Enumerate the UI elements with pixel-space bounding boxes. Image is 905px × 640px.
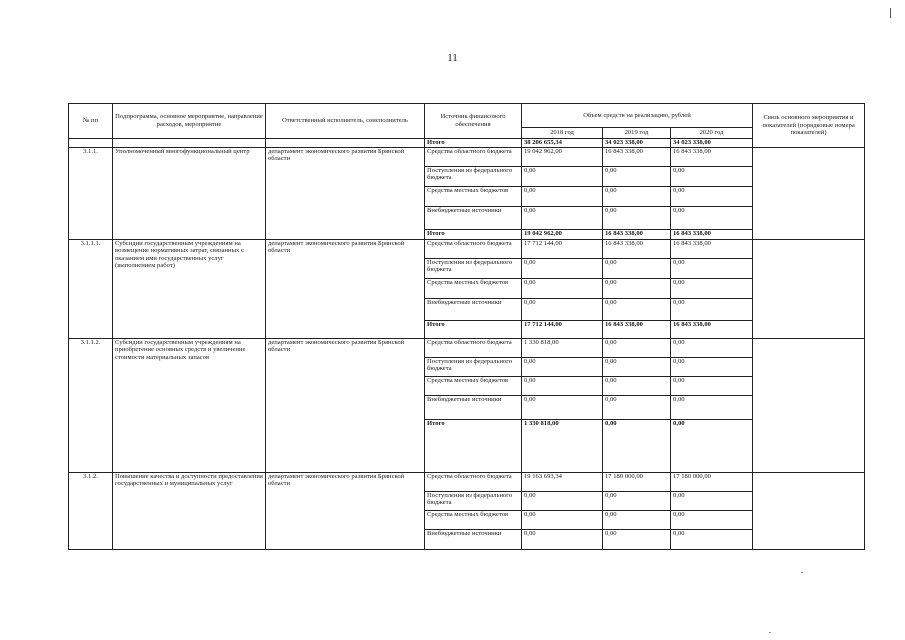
total-value: 38 206 655,34 [522,138,603,147]
amount-value: 17 180 000,00 [671,472,753,491]
table-row-grand-total [69,138,865,147]
amount-value: 0,00 [522,278,603,298]
amount-value: 0,00 [671,278,753,298]
item-executor: департамент экономического развития Брянской области [266,472,425,549]
source-name: Средства местных бюджетов [425,186,522,206]
source-name: Средства областного бюджета [425,147,522,166]
amount-value: 17 712 144,00 [522,239,603,258]
total-value: 17 712 144,00 [522,320,603,338]
indicator-link-cell [753,472,865,549]
amount-value: 0,00 [603,206,671,229]
total-value: 19 042 962,00 [522,229,603,239]
source-name: Поступления из федерального бюджета [425,166,522,186]
table-row [69,239,865,258]
source-name: Средства областного бюджета [425,239,522,258]
amount-value: 0,00 [671,529,753,549]
amount-value: 0,00 [671,206,753,229]
scan-edge-mark [890,8,891,18]
amount-value: 0,00 [671,376,753,395]
amount-value: 0,00 [603,298,671,320]
amount-value: 0,00 [671,186,753,206]
total-value: 34 023 338,00 [603,138,671,147]
amount-value: 0,00 [522,510,603,529]
amount-value: 0,00 [603,376,671,395]
total-value: 1 330 818,00 [522,419,603,472]
page-number: 11 [447,52,458,64]
amount-value: 0,00 [671,491,753,510]
table-row [69,338,865,357]
total-value: 0,00 [671,419,753,472]
scan-dot [801,572,803,573]
source-name: Внебюджетные источники [425,298,522,320]
total-label: Итого [425,419,522,472]
indicator-link-cell [753,239,865,338]
amount-value: 0,00 [603,338,671,357]
header-executor: Ответственный исполнитель, соисполнитель [266,104,425,139]
source-name: Внебюджетные источники [425,206,522,229]
amount-value: 0,00 [603,186,671,206]
source-name: Внебюджетные источники [425,395,522,419]
total-value: 34 023 338,00 [671,138,753,147]
scan-dot [769,632,771,633]
source-name: Поступления из федерального бюджета [425,357,522,376]
item-number: 3.1.1.2. [69,338,113,472]
source-name: Внебюджетные источники [425,529,522,549]
header-year: 2020 год [671,128,753,139]
header-source: Источник финансового обеспечения [425,104,522,139]
item-executor: департамент экономического развития Брянской области [266,338,425,472]
header-link: Связь основного мероприятия и показателей (порядковые номера показателей) [753,104,865,148]
amount-value: 16 843 338,00 [671,147,753,166]
amount-value: 16 843 338,00 [603,147,671,166]
source-name: Средства областного бюджета [425,338,522,357]
total-value: 16 843 338,00 [671,229,753,239]
amount-value: 0,00 [603,510,671,529]
total-label: Итого [425,320,522,338]
amount-value: 19 042 962,00 [522,147,603,166]
amount-value: 0,00 [603,357,671,376]
amount-value: 0,00 [603,529,671,549]
total-value: 16 843 338,00 [603,320,671,338]
amount-value: 0,00 [603,278,671,298]
amount-value: 0,00 [522,298,603,320]
table-row [69,147,865,166]
amount-value: 0,00 [522,206,603,229]
amount-value: 0,00 [522,491,603,510]
total-value: 0,00 [603,419,671,472]
amount-value: 0,00 [671,357,753,376]
source-name: Средства местных бюджетов [425,376,522,395]
header-year: 2019 год [603,128,671,139]
amount-value: 0,00 [522,186,603,206]
item-program: Субсидии государственным учреждениям на приобретение основных средств и увеличение стоимости материальных запасов [113,338,266,472]
item-number: 3.1.1.1. [69,239,113,338]
item-executor: департамент экономического развития Брянской области [266,239,425,338]
total-value: 16 843 338,00 [603,229,671,239]
item-executor: департамент экономического развития Брянской области [266,147,425,239]
total-value: 16 843 338,00 [671,320,753,338]
total-label: Итого [425,229,522,239]
amount-value: 0,00 [603,166,671,186]
amount-value: 0,00 [603,395,671,419]
item-number: 3.1.1. [69,147,113,239]
amount-value: 0,00 [522,258,603,278]
source-name: Поступления из федерального бюджета [425,258,522,278]
indicator-link-cell [753,338,865,472]
item-number: 3.1.2. [69,472,113,549]
source-name: Средства областного бюджета [425,472,522,491]
amount-value: 16 843 338,00 [671,239,753,258]
indicator-link-cell [753,147,865,239]
amount-value: 0,00 [522,357,603,376]
source-name: Средства местных бюджетов [425,278,522,298]
source-name: Средства местных бюджетов [425,510,522,529]
amount-value: 0,00 [671,166,753,186]
amount-value: 0,00 [522,376,603,395]
item-program: Уполномоченный многофункциональный центр [113,147,266,239]
source-name: Поступления из федерального бюджета [425,491,522,510]
amount-value: 0,00 [671,510,753,529]
total-label: Итого [425,138,522,147]
header-num: № пп [69,104,113,139]
amount-value: 0,00 [671,258,753,278]
amount-value: 0,00 [603,491,671,510]
amount-value: 19 163 693,34 [522,472,603,491]
header-program: Подпрограмма, основное мероприятие, направление расходов, мероприятие [113,104,266,139]
item-program: Субсидии государственным учреждениям на возмещение нормативных затрат, связанных с оказанием ими государственных услуг (выполнением работ) [113,239,266,338]
amount-value: 17 180 000,00 [603,472,671,491]
amount-value: 16 843 338,00 [603,239,671,258]
table-header-row [69,104,865,128]
amount-value: 0,00 [671,338,753,357]
amount-value: 1 330 818,00 [522,338,603,357]
header-amount: Объем средств на реализацию, рублей [522,104,753,128]
amount-value: 0,00 [522,529,603,549]
budget-table [68,103,865,550]
amount-value: 0,00 [671,298,753,320]
item-program: Повышение качества и доступности предоставления государственных и муниципальных услуг [113,472,266,549]
amount-value: 0,00 [522,166,603,186]
amount-value: 0,00 [671,395,753,419]
header-year: 2018 год [522,128,603,139]
table-row [69,472,865,491]
amount-value: 0,00 [522,395,603,419]
amount-value: 0,00 [603,258,671,278]
